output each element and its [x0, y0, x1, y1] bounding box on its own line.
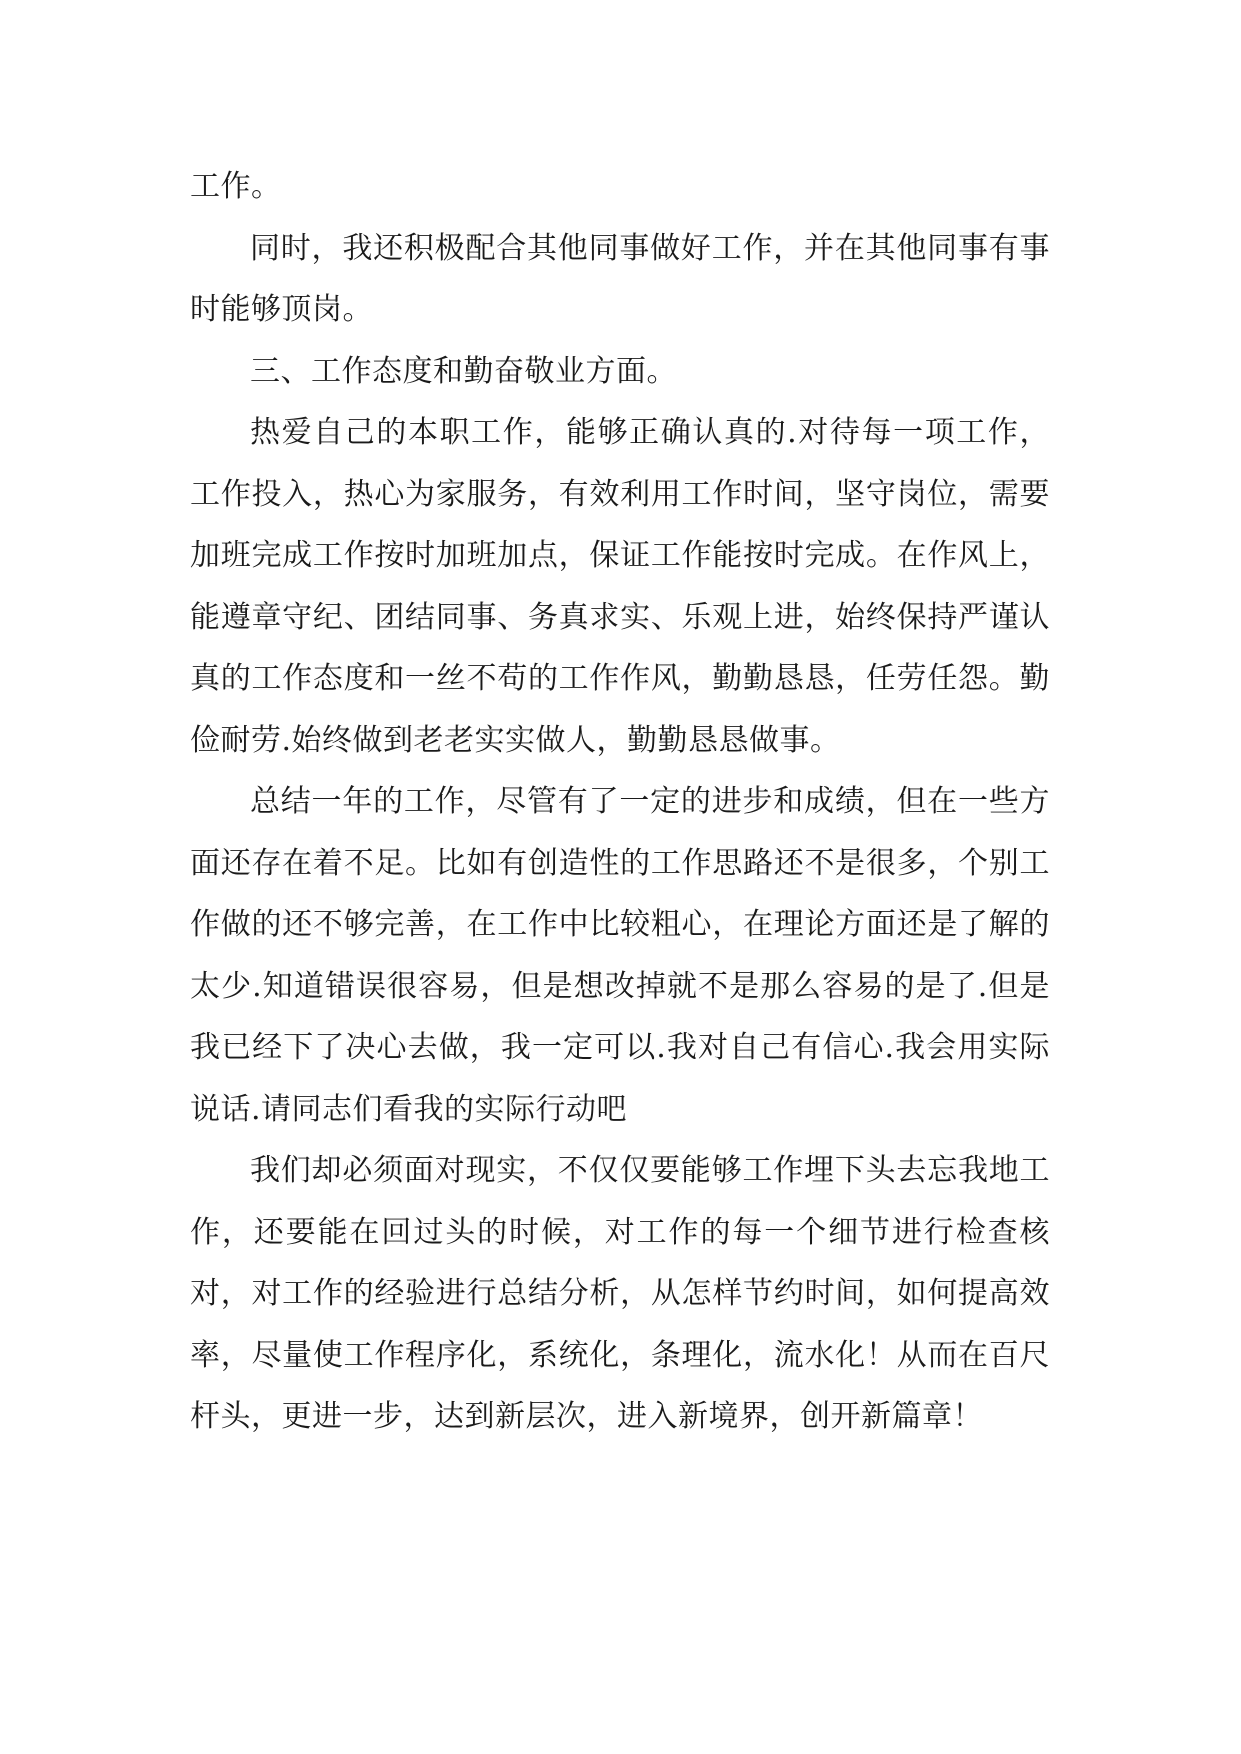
paragraph-work-ethic: 热爱自己的本职工作，能够正确认真的.对待每一项工作，工作投入，热心为家服务，有效利用工作时间，坚守岗位，需要加班完成工作按时加班加点，保证工作能按时完成。在作风上，能遵章守纪、团结同事、务真求实、乐观上进，始终保持严谨认真的工作态度和一丝不苟的工作作风，勤勤恳恳，任劳任怨。勤俭耐劳.始终做到老老实实做人，勤勤恳恳做事。	[190, 415, 1050, 758]
paragraph-cooperation: 同时，我还积极配合其他同事做好工作，并在其他同事有事时能够顶岗。	[190, 230, 1050, 327]
paragraph-conclusion: 我们却必须面对现实，不仅仅要能够工作埋下头去忘我地工作，还要能在回过头的时候，对工作的每一个细节进行检查核对，对工作的经验进行总结分析，从怎样节约时间，如何提高效率，尽量使工作程序化，系统化，条理化，流水化！从而在百尺杆头，更进一步，达到新层次，进入新境界，创开新篇章！	[190, 1153, 1050, 1434]
document-body	[190, 156, 1050, 1448]
paragraph-continuation: 工作。	[190, 169, 282, 204]
paragraph-summary: 总结一年的工作，尽管有了一定的进步和成绩，但在一些方面还存在着不足。比如有创造性的工作思路还不是很多，个别工作做的还不够完善，在工作中比较粗心，在理论方面还是了解的太少.知道错误很容易，但是想改掉就不是那么容易的是了.但是我已经下了决心去做，我一定可以.我对自己有信心.我会用实际说话.请同志们看我的实际行动吧	[190, 784, 1050, 1127]
section-heading-attitude: 三、工作态度和勤奋敬业方面。	[250, 353, 677, 389]
